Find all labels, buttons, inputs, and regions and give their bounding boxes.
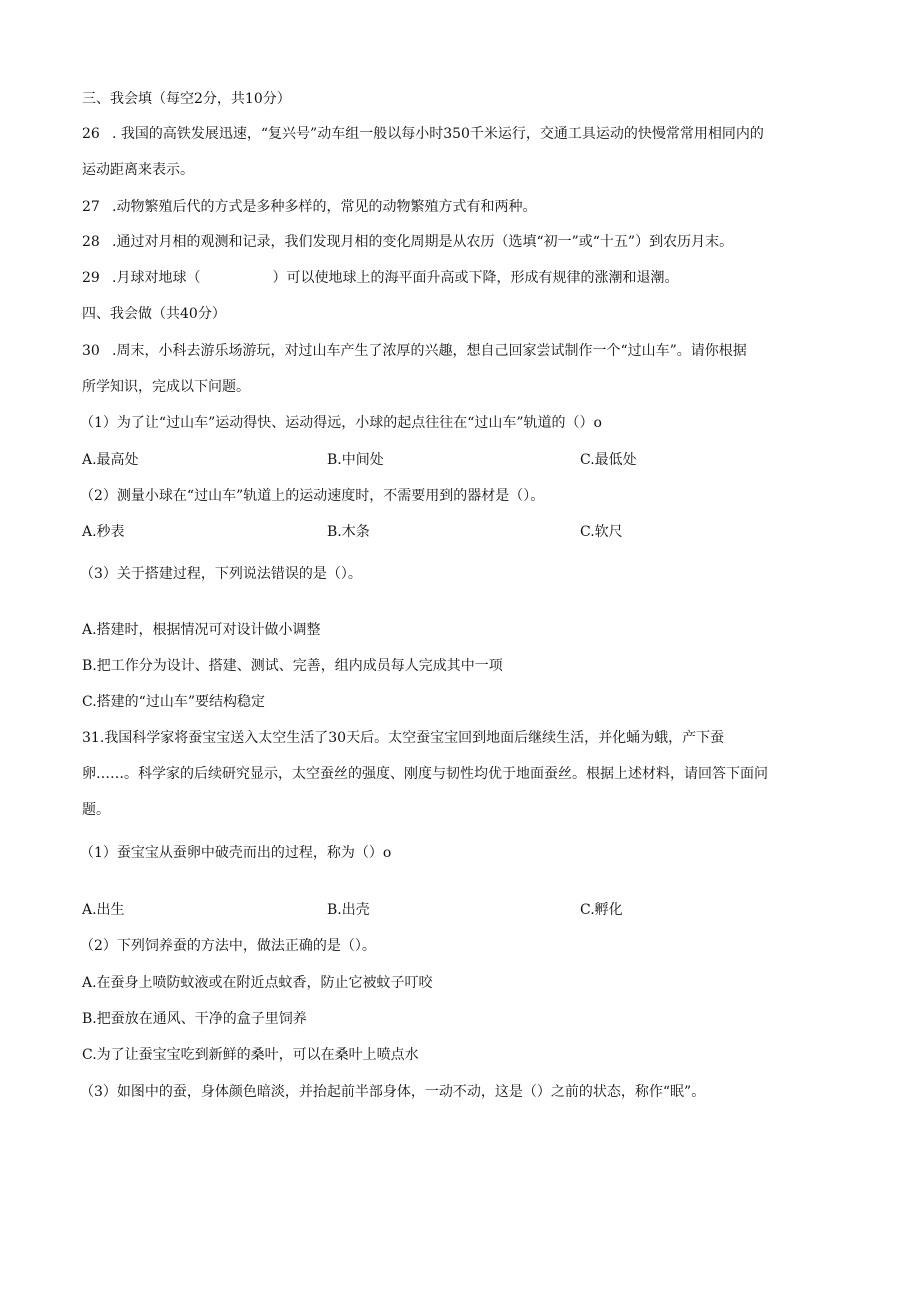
question-29: 29 .月球对地球（ ）可以使地球上的海平面升高或下降，形成有规律的涨潮和退潮。 xyxy=(82,270,679,286)
question-26-line-2: 运动距离来表示。 xyxy=(82,162,194,178)
question-31-line-1: 31.我国科学家将蚕宝宝送入太空生活了30天后。太空蚕宝宝回到地面后继续生活，并化蛹为蛾，产下蚕 xyxy=(82,730,725,746)
question-28: 28 .通过对月相的观测和记录，我们发现月相的变化周期是从农历（选填“初一”或“十五”）到农历月末。 xyxy=(82,234,734,250)
question-30-1-option-b: B.中间处 xyxy=(327,452,384,468)
question-31-2-option-a: A.在蚕身上喷防蚊液或在附近点蚊香，防止它被蚊子叮咬 xyxy=(82,975,433,991)
question-30-3-option-a: A.搭建时，根据情况可对设计做小调整 xyxy=(82,622,321,638)
question-26-line-1: 26 . 我国的高铁发展迅速，“复兴号”动车组一般以每小时350千米运行，交通工具运动的快慢常常用相同内的 xyxy=(82,126,764,142)
question-27: 27 .动物繁殖后代的方式是多种多样的，常见的动物繁殖方式有和两种。 xyxy=(82,199,537,215)
question-31-2-stem: （2）下列饲养蚕的方法中，做法正确的是（）。 xyxy=(80,938,376,954)
question-30-line-2: 所学知识，完成以下问题。 xyxy=(82,379,250,395)
question-27-number: 27 xyxy=(82,199,100,215)
question-30-1-option-c: C.最低处 xyxy=(580,452,637,468)
question-31-1-option-b: B.出壳 xyxy=(327,902,370,918)
question-31-2-option-b: B.把蚕放在通风、干净的盒子里饲养 xyxy=(82,1011,307,1027)
question-30-2-option-a: A.秒表 xyxy=(82,524,125,540)
question-30-2-stem: （2）测量小球在“过山车”轨道上的运动速度时，不需要用到的器材是（）。 xyxy=(80,488,545,504)
question-31-line-3: 题。 xyxy=(82,802,110,818)
section-3-heading: 三、我会填（每空2分，共10分） xyxy=(82,91,291,107)
question-30-1-option-a: A.最高处 xyxy=(82,452,139,468)
question-30-3-option-b: B.把工作分为设计、搭建、测试、完善，组内成员每人完成其中一项 xyxy=(82,658,503,674)
question-30-3-option-c: C.搭建的“过山车”要结构稳定 xyxy=(82,694,265,710)
question-30-2-option-b: B.木条 xyxy=(327,524,370,540)
question-31-1-option-c: C.孵化 xyxy=(580,902,623,918)
section-4-heading: 四、我会做（共40分） xyxy=(82,306,226,322)
question-30-number: 30 xyxy=(82,343,100,359)
question-31-line-2: 卵……。科学家的后续研究显示，太空蚕丝的强度、刚度与韧性均优于地面蚕丝。根据上述材料，请回答下面问 xyxy=(82,766,768,782)
question-31-2-option-c: C.为了让蚕宝宝吃到新鲜的桑叶，可以在桑叶上喷点水 xyxy=(82,1047,419,1063)
question-31-3-stem: （3）如图中的蚕，身体颜色暗淡，并抬起前半部身体，一动不动，这是（）之前的状态，称作“眠”。 xyxy=(80,1084,706,1100)
question-31-1-option-a: A.出生 xyxy=(82,902,125,918)
question-28-number: 28 xyxy=(82,234,100,250)
question-30-2-option-c: C.软尺 xyxy=(580,524,623,540)
question-30-3-stem: （3）关于搭建过程，下列说法错误的是（）。 xyxy=(80,566,362,582)
question-30-line-1: 30 .周末，小科去游乐场游玩，对过山车产生了浓厚的兴趣，想自己回家尝试制作一个“过山车”。请你根据 xyxy=(82,343,747,359)
question-29-number: 29 xyxy=(82,270,100,286)
question-26-number: 26 xyxy=(82,126,100,142)
question-30-1-stem: （1）为了让“过山车”运动得快、运动得远，小球的起点往往在“过山车”轨道的（）o xyxy=(80,415,602,431)
question-31-1-stem: （1）蚕宝宝从蚕卵中破壳而出的过程，称为（）o xyxy=(80,845,392,861)
